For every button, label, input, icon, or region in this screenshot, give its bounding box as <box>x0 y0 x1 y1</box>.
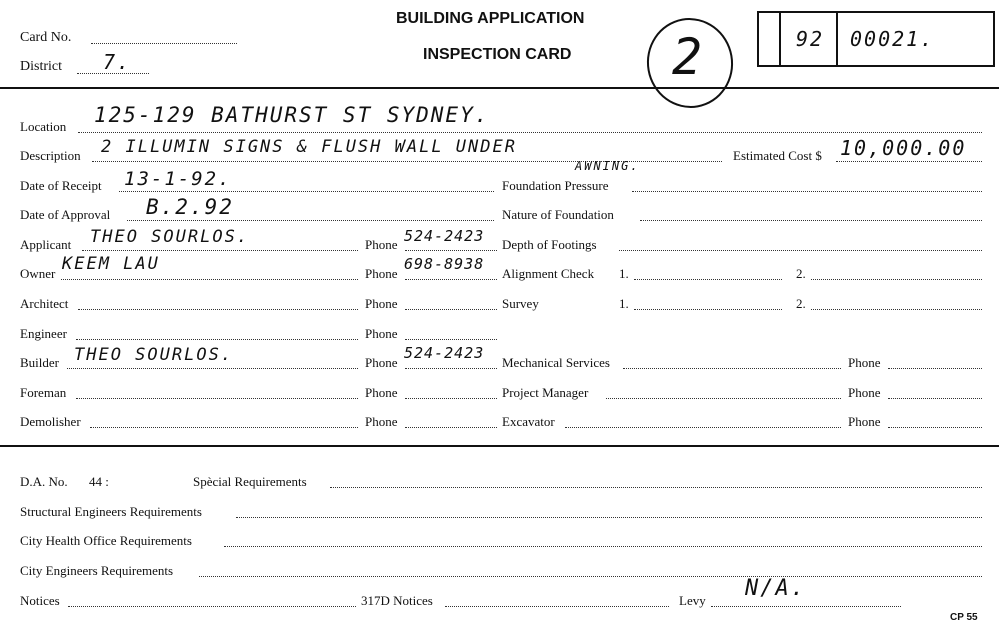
architect-line <box>78 309 358 310</box>
applicant-phone-value: 524-2423 <box>404 227 485 245</box>
owner-line <box>61 279 358 280</box>
demolisher-label: Demolisher <box>20 414 81 429</box>
project-manager-line <box>606 398 841 399</box>
special-requirements-line <box>330 487 982 488</box>
applicant-line <box>82 250 358 251</box>
survey-2-label: 2. <box>796 296 806 311</box>
alignment-check-1-line <box>634 279 782 280</box>
survey-label: Survey <box>502 296 539 311</box>
depth-footings-line <box>619 250 982 251</box>
description-label: Description <box>20 148 81 163</box>
city-engineers-requirements-line <box>199 576 982 577</box>
demolisher-phone-label: Phone <box>365 414 398 429</box>
architect-phone-label: Phone <box>365 296 398 311</box>
foreman-phone-label: Phone <box>365 385 398 400</box>
foreman-line <box>76 398 358 399</box>
health-requirements-line <box>224 546 982 547</box>
foundation-pressure-line <box>632 191 982 192</box>
date-receipt-line <box>119 191 494 192</box>
mechanical-services-line <box>623 368 841 369</box>
card-title-line1: BUILDING APPLICATION <box>396 10 585 27</box>
survey-2-line <box>811 309 982 310</box>
card-title-line2: INSPECTION CARD <box>423 46 572 63</box>
date-approval-line <box>127 220 494 221</box>
owner-phone-value: 698-8938 <box>404 255 485 273</box>
excavator-label: Excavator <box>502 414 555 429</box>
form-code: CP 55 <box>950 612 978 623</box>
owner-label: Owner <box>20 266 56 281</box>
mechanical-phone-line <box>888 368 982 369</box>
levy-value: N/A. <box>745 576 806 601</box>
builder-line <box>67 368 358 369</box>
foreman-label: Foreman <box>20 385 67 400</box>
section-divider <box>0 445 999 447</box>
estimated-cost-value: 10,000.00 <box>840 136 967 160</box>
date-approval-label: Date of Approval <box>20 207 111 222</box>
file-box-divider <box>836 13 838 65</box>
date-approval-value: B.2.92 <box>146 195 234 219</box>
applicant-phone-label: Phone <box>365 237 398 252</box>
project-manager-phone-label: Phone <box>848 385 881 400</box>
alignment-check-2-line <box>811 279 982 280</box>
engineer-line <box>76 339 358 340</box>
alignment-check-label: Alignment Check <box>502 266 595 281</box>
district-value: 7. <box>103 50 132 74</box>
notices-label: Notices <box>20 593 60 608</box>
card-no-label: Card No. <box>20 30 72 45</box>
levy-line <box>711 606 901 607</box>
levy-label: Levy <box>679 593 706 608</box>
date-receipt-value: 13-1-92. <box>124 168 232 190</box>
structural-requirements-label: Structural Engineers Requirements <box>20 504 202 519</box>
file-number-prefix: 92 <box>796 27 825 51</box>
location-value: 125-129 BATHURST ST SYDNEY. <box>94 103 490 127</box>
notices-317d-label: 317D Notices <box>361 593 433 608</box>
builder-phone-value: 524-2423 <box>404 344 485 362</box>
excavator-phone-line <box>888 427 982 428</box>
da-no-value: 44 : <box>89 474 109 489</box>
file-number: 00021. <box>850 27 935 51</box>
estimated-cost-line <box>836 161 982 162</box>
excavator-phone-label: Phone <box>848 414 881 429</box>
description-value-continued: AWNING. <box>575 159 640 173</box>
card-no-line <box>91 43 237 44</box>
location-line <box>78 132 982 133</box>
date-receipt-label: Date of Receipt <box>20 178 102 193</box>
applicant-value: THEO SOURLOS. <box>90 227 250 247</box>
description-value: 2 ILLUMIN SIGNS & FLUSH WALL UNDER <box>101 137 517 157</box>
applicant-phone-line <box>405 250 497 251</box>
alignment-check-2-label: 2. <box>796 266 806 281</box>
project-manager-label: Project Manager <box>502 385 589 400</box>
header-divider <box>0 87 999 89</box>
engineer-phone-label: Phone <box>365 326 398 341</box>
builder-phone-line <box>405 368 497 369</box>
notices-317d-line <box>445 606 669 607</box>
special-requirements-label: Spècial Requirements <box>193 474 307 489</box>
survey-1-label: 1. <box>619 296 629 311</box>
health-requirements-label: City Health Office Requirements <box>20 533 192 548</box>
applicant-label: Applicant <box>20 237 72 252</box>
nature-foundation-label: Nature of Foundation <box>502 207 614 222</box>
location-label: Location <box>20 119 67 134</box>
demolisher-phone-line <box>405 427 497 428</box>
engineer-label: Engineer <box>20 326 67 341</box>
foundation-pressure-label: Foundation Pressure <box>502 178 609 193</box>
excavator-line <box>565 427 841 428</box>
demolisher-line <box>90 427 358 428</box>
builder-phone-label: Phone <box>365 355 398 370</box>
structural-requirements-line <box>236 517 982 518</box>
estimated-cost-label: Estimated Cost $ <box>733 148 822 163</box>
alignment-check-1-label: 1. <box>619 266 629 281</box>
builder-value: THEO SOURLOS. <box>74 345 234 365</box>
circled-number: 2 <box>672 28 705 86</box>
nature-foundation-line <box>640 220 982 221</box>
district-label: District <box>20 59 62 74</box>
mechanical-services-label: Mechanical Services <box>502 355 610 370</box>
da-no-label: D.A. No. <box>20 474 68 489</box>
owner-value: KEEM LAU <box>62 254 160 274</box>
notices-line <box>68 606 356 607</box>
survey-1-line <box>634 309 782 310</box>
foreman-phone-line <box>405 398 497 399</box>
mechanical-phone-label: Phone <box>848 355 881 370</box>
engineer-phone-line <box>405 339 497 340</box>
project-manager-phone-line <box>888 398 982 399</box>
file-box-divider <box>779 13 781 65</box>
builder-label: Builder <box>20 355 59 370</box>
city-engineers-requirements-label: City Engineers Requirements <box>20 563 174 578</box>
depth-footings-label: Depth of Footings <box>502 237 597 252</box>
owner-phone-label: Phone <box>365 266 398 281</box>
owner-phone-line <box>405 279 497 280</box>
file-number-box <box>757 11 995 67</box>
architect-phone-line <box>405 309 497 310</box>
architect-label: Architect <box>20 296 69 311</box>
